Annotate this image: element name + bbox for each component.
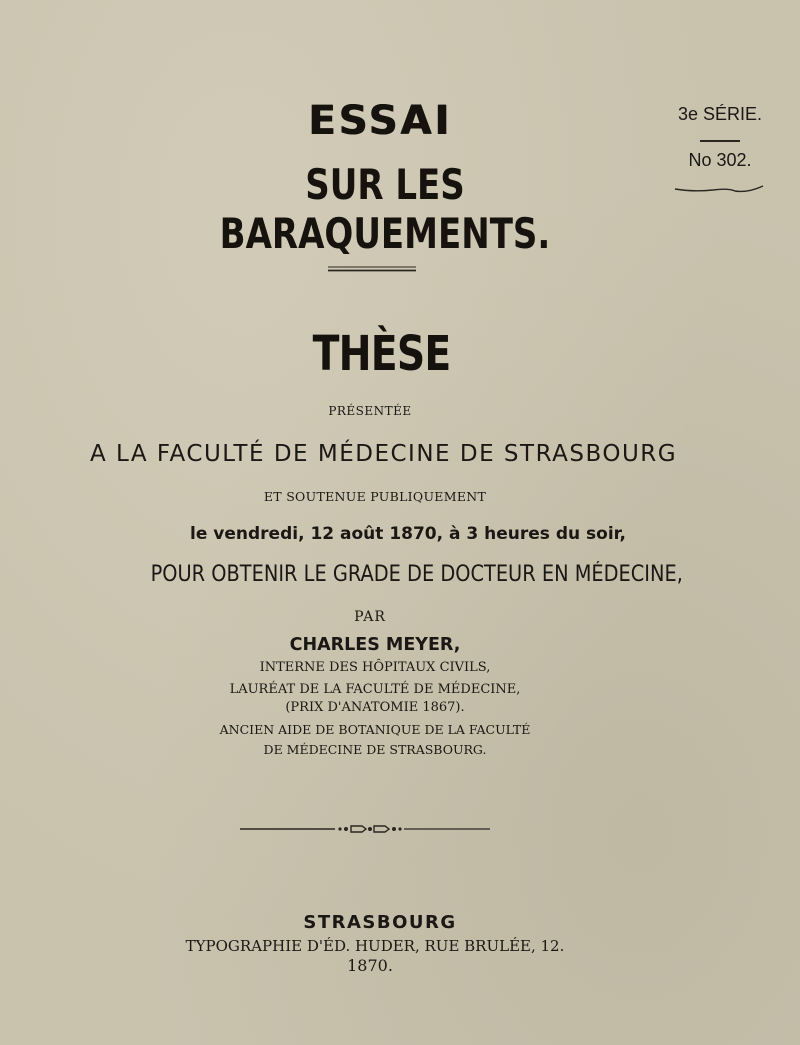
thesis-heading: THÈSE xyxy=(312,326,451,382)
title-main: ESSAI xyxy=(308,98,452,144)
imprint-printer: TYPOGRAPHIE D'ÉD. HUDER, RUE BRULÉE, 12. xyxy=(185,937,565,955)
by-label: PAR xyxy=(354,609,386,625)
author-credential: ANCIEN AIDE DE BOTANIQUE DE LA FACULTÉ xyxy=(219,722,531,737)
presented-label: PRÉSENTÉE xyxy=(328,404,412,418)
author-credential: INTERNE DES HÔPITAUX CIVILS, xyxy=(259,660,491,675)
defense-date: le vendredi, 12 août 1870, à 3 heures du soir, xyxy=(190,524,626,544)
swash-rule xyxy=(673,183,765,195)
defended-line: ET SOUTENUE PUBLIQUEMENT xyxy=(263,489,487,504)
series-rule xyxy=(700,140,740,142)
series-label: 3e SÉRIE. xyxy=(677,104,763,124)
author-credential: LAURÉAT DE LA FACULTÉ DE MÉDECINE, xyxy=(229,682,521,697)
imprint-city: STRASBOURG xyxy=(303,912,457,933)
faculty-line: A LA FACULTÉ DE MÉDECINE DE STRASBOURG xyxy=(90,441,678,467)
title-subtitle: SUR LES BARAQUEMENTS. xyxy=(219,160,551,258)
author-name: CHARLES MEYER, xyxy=(289,635,461,655)
number-label: No 302. xyxy=(688,150,752,170)
author-credential: DE MÉDECINE DE STRASBOURG. xyxy=(263,742,487,757)
imprint-year: 1870. xyxy=(347,956,393,975)
author-credential: (PRIX D'ANATOMIE 1867). xyxy=(285,700,465,715)
ornament-rule xyxy=(240,822,490,836)
degree-line: POUR OBTENIR LE GRADE DE DOCTEUR EN MÉDECINE, xyxy=(150,562,683,587)
double-rule xyxy=(328,266,416,272)
